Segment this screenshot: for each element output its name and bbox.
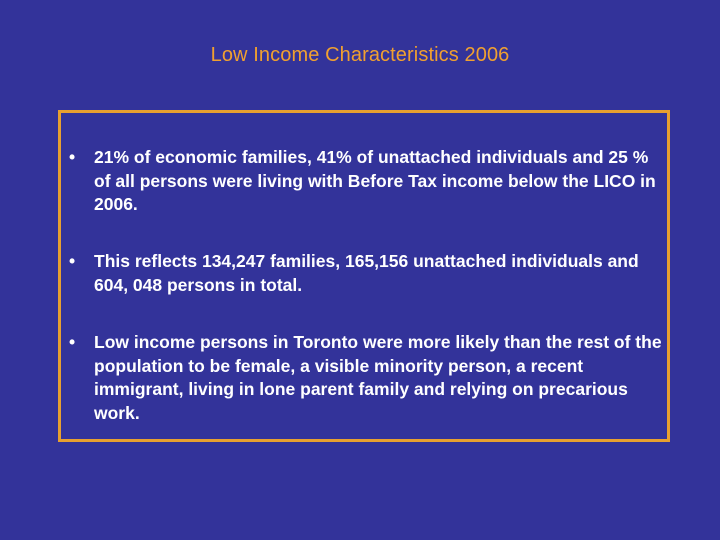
bullet-text: 21% of economic families, 41% of unattached individuals and 25 % of all persons were living with Before Tax income below the LICO in 2006. — [94, 147, 656, 214]
bullet-marker: • — [69, 332, 76, 352]
bullet-text: This reflects 134,247 families, 165,156 unattached individuals and 604, 048 persons in total. — [94, 251, 639, 295]
content-box — [58, 110, 670, 442]
bullet-marker: • — [69, 147, 76, 167]
bullet-marker: • — [69, 251, 76, 271]
bullet-text: Low income persons in Toronto were more likely than the rest of the population to be female, a visible minority person, a recent immigrant, living in lone parent family and relying on precarious work. — [94, 332, 662, 423]
slide-title: Low Income Characteristics 2006 — [210, 44, 510, 66]
